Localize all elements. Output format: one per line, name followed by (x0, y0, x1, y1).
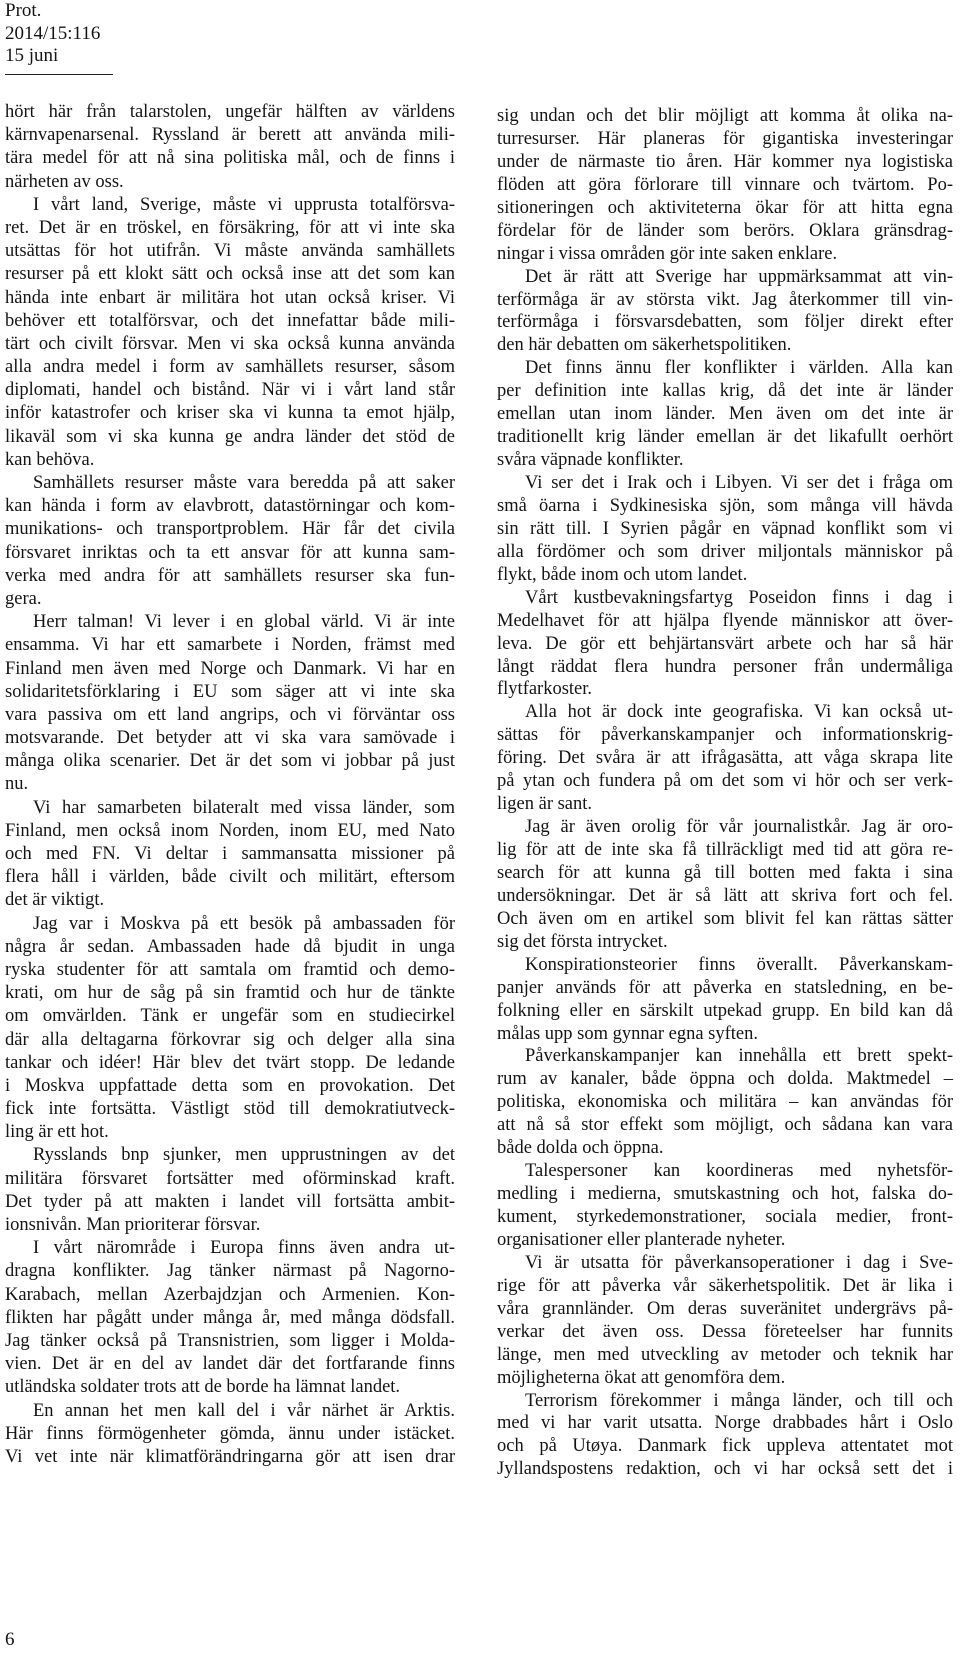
text-line: resurser på ett klokt sätt och också inse att det som kan (5, 264, 455, 285)
text-line: ningar i vissa områden gör inte saken enklare. (497, 243, 838, 264)
text-line: ling är ett hot. (5, 1122, 109, 1143)
paragraph (497, 1390, 953, 1482)
text-line: rum av kanaler, både öppna och dolda. Maktmedel – (497, 1069, 953, 1090)
text-line: närheten av oss. (5, 171, 124, 192)
text-line: Vi ser det i Irak och i Libyen. Vi ser det i fråga om (525, 473, 953, 493)
text-line: Rysslands bnp sjunker, men upprustningen av det (33, 1145, 455, 1166)
text-line: likaväl som vi ska kunna ge andra länder det stöd de (5, 426, 455, 447)
text-line: det är viktigt. (5, 890, 105, 911)
paragraph (5, 797, 455, 913)
text-line: munikations- och transportproblem. Här får det civila (5, 519, 455, 540)
text-line: ionsnivån. Man prioriterar försvar. (5, 1215, 261, 1235)
text-line: Det tyder på att makten i landet vill fortsätta ambit- (5, 1191, 455, 1212)
text-line: och med FN. Vi deltar i sammansatta missioner på (5, 844, 455, 864)
text-line: tärt och civilt försvar. Men vi ska också kunna använda (5, 333, 455, 354)
text-line: search för att kunna gå till botten med fakta i sina (497, 862, 953, 883)
text-line: Jag var i Moskva på ett besök på ambassaden för (33, 913, 455, 934)
protocol-date: 15 juni (5, 45, 59, 66)
text-line: lig för att de inte ska få tillräckligt med tid att göra re- (497, 840, 953, 860)
paragraph (497, 266, 953, 358)
text-line: krati, om hur de såg på sin framtid och hur de tänkte (5, 983, 455, 1004)
text-line: långt räddat flera hundra personer från undermåliga (497, 656, 953, 677)
text-line: diplomati, handel och bistånd. När vi i vårt land står (5, 380, 455, 401)
paragraph (5, 1144, 455, 1237)
text-line: kan hända i form av elavbrott, datastörningar och kom- (5, 496, 455, 517)
text-line: flikten har pågått under många år, med många dödsfall. (5, 1307, 455, 1328)
text-line: Terrorism förekommer i många länder, och till och (525, 1390, 953, 1411)
paragraph (497, 701, 953, 816)
text-line: sitioneringen och aktiviteterna ökar för att hitta egna (497, 197, 953, 218)
header-rule (5, 74, 113, 75)
text-line: terförmåga är av största vikt. Jag återkommer till vin- (497, 289, 953, 310)
text-line: föring. Det svåra är att ifrågasätta, att våga skrapa lite (497, 748, 953, 769)
text-line: ligen är sant. (497, 794, 593, 815)
text-line: Vårt kustbevakningsfartyg Poseidon finns i dag i (525, 587, 953, 608)
paragraph (5, 913, 455, 1145)
text-line: Här finns förmögenheter gömda, ännu under istäcket. (5, 1423, 455, 1444)
text-line: Det är rätt att Sverige har uppmärksammat att vin- (525, 266, 953, 287)
paragraph (497, 816, 953, 954)
text-line: Vi är utsatta för påverkansoperationer i dag i Sve- (525, 1252, 953, 1273)
text-line: med vi har varit utsatta. Norge drabbades hårt i Oslo (497, 1413, 953, 1434)
text-line: inför katastrofer och kriser ska vi kunna ta emot hjälp, (5, 403, 455, 424)
text-line: kument, styrkedemonstrationer, sociala medier, front- (497, 1207, 953, 1227)
text-line: organisationer eller planterade nyheter. (497, 1229, 786, 1250)
protocol-number: 2014/15:116 (5, 22, 101, 44)
text-line: om omvärlden. Tänk er ungefär som en studiecirkel (5, 1006, 455, 1027)
text-line: Finland, men också inom Norden, inom EU, med Nato (5, 820, 455, 841)
text-line: alla fördömer och som driver miljontals människor på (497, 541, 953, 562)
text-line: i Moskva uppfattade detta som en provokation. Det (5, 1075, 455, 1096)
text-line: flykt, både inom och utom landet. (497, 564, 748, 585)
text-line: dragna konflikter. Jag tänker närmast på Nagorno- (5, 1261, 455, 1282)
text-line: flöden att göra förlorare till vinnare och tvärtom. Po- (497, 174, 953, 195)
text-line: kärnvapenarsenal. Ryssland är berett att använda mili- (5, 125, 455, 146)
text-line: militära försvaret fortsätter med oförminskad kraft. (5, 1168, 455, 1189)
text-line: ryska studenter för att samtala om framtid och demo- (5, 959, 455, 980)
text-line: motsvarande. Det betyder att vi ska vara samövade i (5, 728, 455, 749)
text-line: vara passiva om ett land angrips, och vi förväntar oss (5, 704, 455, 725)
text-line: utsättas för hot utifrån. Vi måste använda samhällets (5, 241, 455, 262)
paragraph (5, 611, 455, 797)
left-column (5, 101, 455, 1469)
text-line: Talespersoner kan koordineras med nyhetsför- (525, 1161, 953, 1182)
text-line: Medelhavet för att hjälpa flyende människor att över- (497, 610, 953, 631)
text-line: turresurser. Här planeras för gigantiska investeringar (497, 128, 953, 149)
text-line: möjligheterna ökat att genomföra dem. (497, 1367, 786, 1388)
paragraph (497, 954, 953, 1046)
protocol-header (5, 0, 100, 68)
paragraph (5, 101, 455, 194)
paragraph (5, 472, 455, 611)
text-line: ensamma. Vi har ett samarbete i Norden, främst med (5, 635, 455, 656)
text-line: verkar det även oss. Dessa företeelser har funnits (497, 1321, 953, 1342)
text-line: Finland men även med Norge och Danmark. Vi har en (5, 658, 455, 679)
text-line: Alla hot är dock inte geografiska. Vi kan också ut- (525, 702, 953, 723)
text-line: behöver ett totalförsvar, och det innefattar både mili- (5, 310, 455, 331)
paragraph (497, 587, 953, 702)
text-line: och på Utøya. Danmark fick uppleva attentatet mot (497, 1436, 953, 1457)
text-line: fick inte fortsätta. Västligt stöd till demokratiutveck- (5, 1099, 455, 1120)
text-line: tankar och idéer! Här blev det tvärt stopp. De ledande (5, 1052, 455, 1073)
text-line: små öarna i Sydkinesiska sjön, som många vill hävda (497, 495, 953, 516)
text-line: kan behöva. (5, 449, 95, 470)
text-line: politiska, ekonomiska och militära – kan användas för (497, 1092, 953, 1113)
text-line: tära medel för att nå sina politiska mål, och de finns i (5, 148, 455, 169)
text-line: hända inte enbart är militära hot utan också kriser. Vi (5, 287, 455, 308)
text-line: Vi vet inte när klimatförändringarna gör att isen drar (5, 1446, 455, 1467)
text-line: Jag är även orolig för vår journalistkår. Jag är oro- (525, 817, 953, 838)
text-line: I vårt närområde i Europa finns även andra ut- (33, 1238, 455, 1259)
paragraph (5, 194, 455, 472)
text-line: Och även om en artikel som blivit fel kan rättas sätter (497, 908, 953, 929)
text-line: nu. (5, 774, 29, 795)
text-line: alla andra medel i form av samhällets resurser, såsom (5, 357, 455, 378)
text-line: fördelar för de länder som berörs. Oklara gränsdrag- (497, 220, 953, 241)
text-line: gera. (5, 588, 42, 609)
text-line: rige för att påverka vår säkerhetspolitik. Det är lika i (497, 1275, 953, 1296)
text-line: folkning eller en särskilt utpekad grupp. En bild kan då (497, 1000, 953, 1021)
text-line: per definition inte kallas krig, då det inte är länder (497, 381, 953, 402)
text-line: Påverkanskampanjer kan innehålla ett brett spekt- (525, 1046, 953, 1067)
paragraph (497, 105, 953, 266)
text-line: Jyllandspostens redaktion, och vi har också sett det i (497, 1459, 953, 1480)
paragraph (497, 357, 953, 472)
text-line: sig undan och det blir möjligt att komma åt olika na- (497, 106, 953, 126)
text-line: att nå så stor effekt som möjligt, och sådana kan vara (497, 1115, 953, 1136)
text-line: undersökningar. Det är så lätt att skriva fort och fel. (497, 885, 953, 906)
text-line: våra grannländer. Om deras suveränitet undergrävs på- (497, 1298, 953, 1319)
text-line: sig det första intrycket. (497, 931, 668, 952)
text-line: I vårt land, Sverige, måste vi upprusta totalförsva- (33, 194, 455, 215)
text-line: emellan utan inom länder. Men även om det inte är (497, 404, 953, 425)
paragraph (5, 1237, 455, 1399)
text-line: den här debatten om säkerhetspolitiken. (497, 335, 792, 356)
text-line: panjer används för att påverka en statsledning, en be- (497, 977, 953, 998)
paragraph (497, 1252, 953, 1390)
text-line: vien. Det är en del av landet där det fortfarande finns (5, 1354, 455, 1375)
text-line: både dolda och öppna. (497, 1138, 664, 1159)
text-line: målas upp som gynnar egna syften. (497, 1023, 758, 1044)
text-line: Karabach, mellan Azerbajdzjan och Armenien. Kon- (5, 1284, 455, 1305)
text-line: utländska soldater trots att de borde ha lämnat landet. (5, 1377, 401, 1398)
text-line: Det finns ännu fler konflikter i världen. Alla kan (525, 358, 953, 379)
text-line: flera håll i världen, både civilt och militärt, eftersom (5, 867, 455, 888)
text-line: solidaritetsförklaring i EU som säger att vi inte ska (5, 681, 455, 702)
paragraph (5, 1400, 455, 1470)
text-line: sättas för påverkanskampanjer och informationskrig- (497, 725, 953, 746)
text-line: terförmåga i försvarsdebatten, som följer direkt efter (497, 312, 953, 333)
text-line: under de närmaste tio åren. Här kommer nya logistiska (497, 151, 953, 172)
text-line: sin rätt till. I Syrien pågår en väpnad konflikt som vi (497, 518, 953, 539)
text-line: länge, men med utveckling av metoder och teknik har (497, 1344, 953, 1365)
text-line: leva. De gör ett behjärtansvärt arbete och har så här (497, 633, 953, 654)
text-line: några år sedan. Ambassaden hade då bjudit in unga (5, 936, 455, 957)
text-line: Vi har samarbeten bilateralt med vissa länder, som (33, 797, 455, 818)
text-line: traditionellt krig länder emellan är det likafullt oerhört (497, 427, 953, 448)
page-number: 6 (5, 1629, 15, 1650)
text-line: ret. Det är en tröskel, en försäkring, för att vi inte ska (5, 217, 455, 238)
text-line: flytfarkoster. (497, 679, 593, 700)
text-line: Herr talman! Vi lever i en global värld. Vi är inte (33, 612, 455, 633)
text-line: medling i medierna, smutskastning och hot, falska do- (497, 1184, 953, 1205)
right-column (497, 105, 953, 1481)
paragraph (497, 1045, 953, 1160)
text-line: många olika scenarier. Det är det som vi jobbar på just (5, 751, 455, 772)
text-line: Jag tänker också på Transnistrien, som ligger i Molda- (5, 1330, 455, 1351)
text-line: försvaret inriktas och ta ett ansvar för att kunna sam- (5, 542, 455, 563)
text-line: på ytan och fundera på om det som vi hör och ser verk- (497, 771, 953, 792)
text-line: En annan het men kall del i vår närhet är Arktis. (33, 1400, 455, 1421)
text-line: hört här från talarstolen, ungefär hälften av världens (5, 102, 455, 122)
protocol-label: Prot. (5, 0, 42, 21)
text-line: Samhällets resurser måste vara beredda på att saker (33, 473, 455, 493)
paragraph (497, 1160, 953, 1252)
paragraph (497, 472, 953, 587)
text-line: verka med andra för att samhällets resurser ska fun- (5, 565, 455, 586)
text-line: svåra väpnade konflikter. (497, 450, 684, 471)
text-line: Konspirationsteorier finns överallt. Påverkanskam- (525, 954, 953, 975)
text-line: där alla deltagarna förkovrar sig och delger alla sina (5, 1029, 455, 1050)
